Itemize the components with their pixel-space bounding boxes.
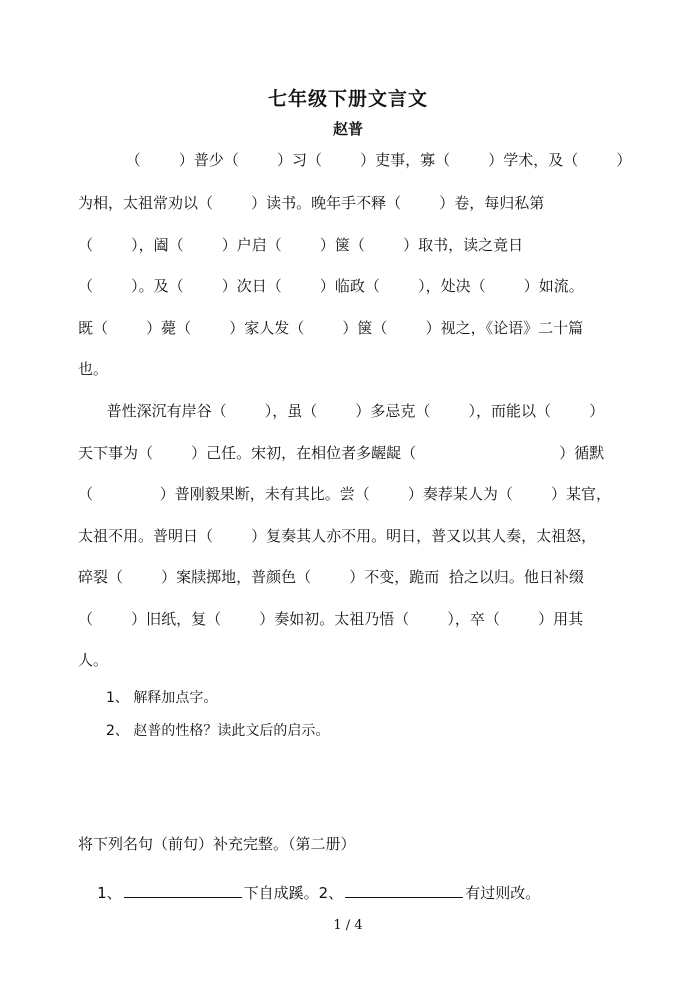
passage-line-3: （ ），阖（ ）户启（ ）箧（ ）取书，读之竟日 — [78, 236, 524, 254]
passage-line-6: 也。 — [78, 360, 109, 378]
passage-line-5: 既（ ）薨（ ）家人发（ ）箧（ ）视之，《论语》二十篇 — [78, 319, 584, 337]
fill-items-line — [78, 864, 540, 921]
section-title: 赵普 — [332, 120, 363, 138]
document-title: 七年级下册文言文 — [267, 88, 428, 110]
passage-line-8: 天下事为（ ）己任。宋初，在相位者多龌龊（ ）循默 — [78, 444, 605, 462]
passage-line-1: （ ）普少（ ）习（ ）吏事，寡（ ）学术，及（ ） — [78, 151, 632, 169]
passage-line-13: 人。 — [78, 651, 109, 669]
fill-item-2-blank[interactable] — [345, 896, 463, 898]
fill-item-1-number: 1、 — [97, 884, 122, 902]
fill-item-2-number: 2、 — [318, 884, 344, 902]
question-2: 2、 赵普的性格？读此文后的启示。 — [106, 723, 330, 739]
passage-line-9: （ ）普刚毅果断，未有其比。尝（ ）奏荐某人为（ ）某官， — [78, 485, 612, 503]
fill-item-1-text: 下自成蹊。 — [243, 884, 319, 902]
question-1: 1、 解释加点字。 — [106, 690, 218, 706]
passage-line-10: 太祖不用。普明日（ ）复奏其人亦不用。明日，普又以其人奏，太祖怒， — [78, 527, 597, 545]
passage-line-4: （ ）。及（ ）次日（ ）临政（ ），处决（ ）如流。 — [78, 277, 584, 295]
passage-line-7: 普性深沉有岸谷（ ），虽（ ）多忌克（ ），而能以（ ） — [78, 402, 605, 420]
fill-section-heading: 将下列名句（前句）补充完整。（第二册） — [78, 835, 356, 853]
fill-item-1-blank[interactable] — [124, 896, 242, 898]
fill-item-2-text: 有过则改。 — [465, 884, 541, 902]
page-number: 1 / 4 — [333, 918, 363, 933]
passage-line-12: （ ）旧纸，复（ ）奏如初。太祖乃悟（ ），卒（ ）用其 — [78, 610, 584, 628]
passage-line-2: 为相，太祖常劝以（ ）读书。晚年手不释（ ）卷，每归私第 — [78, 194, 545, 212]
passage-line-11: 碎裂（ ）案牍掷地，普颜色（ ）不变，跪而 拾之以归。他日补缀 — [78, 568, 584, 586]
